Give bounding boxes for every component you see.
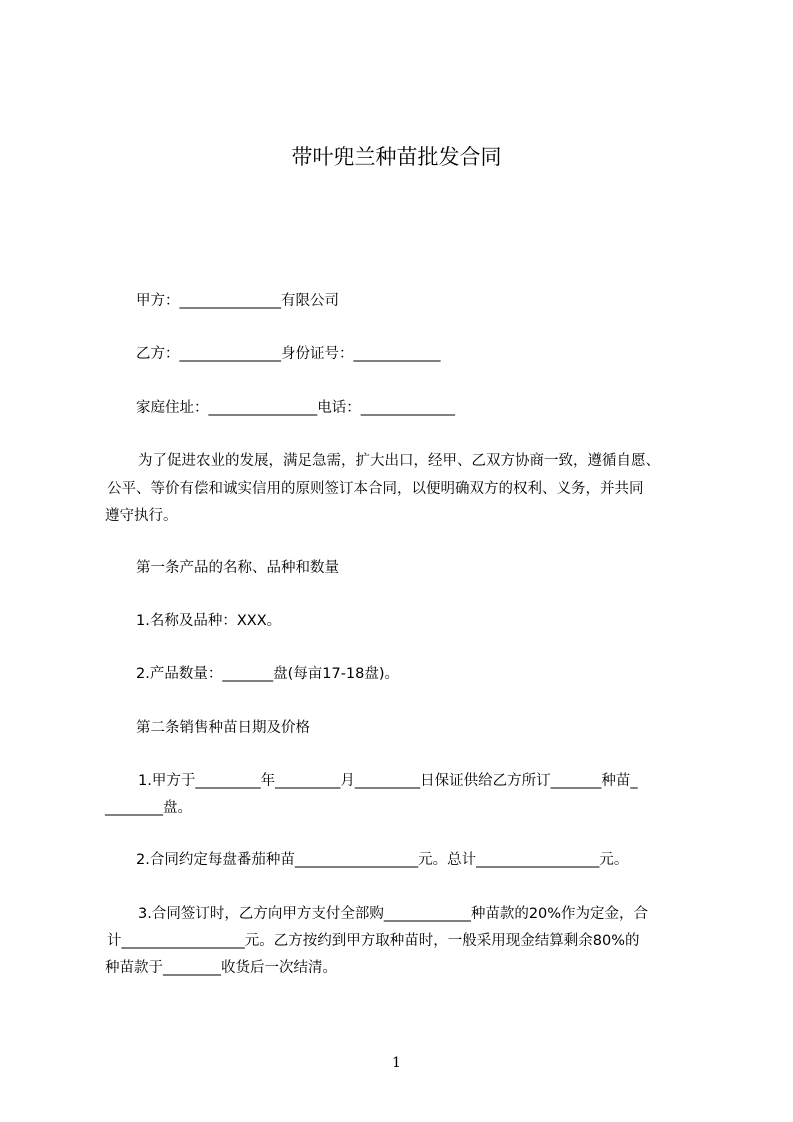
preamble-line-1: 为了促进农业的发展，满足急需，扩大出口，经甲、乙双方协商一致，遵循自愿、 xyxy=(138,453,660,469)
article-1-item-2: 2.产品数量：_______盘(每亩17-18盘)。 xyxy=(136,666,400,682)
document-title: 带叶兜兰种苗批发合同 xyxy=(291,145,502,169)
article-2-item-3-line-1: 3.合同签订时，乙方向甲方支付全部购____________种苗款的20%作为定金，合 xyxy=(138,906,649,922)
article-1-heading: 第一条产品的名称、品种和数量 xyxy=(136,560,339,576)
party-a-line: 甲方：______________有限公司 xyxy=(136,293,339,309)
article-2-item-1-line-1: 1.甲方于_________年_________月_________日保证供给乙方所订_______种苗_ xyxy=(138,773,638,789)
article-2-item-1-line-2: ________盘。 xyxy=(105,800,192,816)
preamble-line-3: 遵守执行。 xyxy=(105,508,178,524)
preamble-line-2: 公平、等价有偿和诚实信用的原则签订本合同，以便明确双方的权利、义务，并共同 xyxy=(107,481,644,497)
address-line: 家庭住址：_______________电话：_____________ xyxy=(136,400,455,416)
article-2-heading: 第二条销售种苗日期及价格 xyxy=(136,720,310,736)
article-2-item-2: 2.合同约定每盘番茄种苗_________________元。总计_________________元。 xyxy=(136,852,629,868)
article-1-item-1: 1.名称及品种：XXX。 xyxy=(136,613,282,629)
party-b-line: 乙方：______________身份证号：____________ xyxy=(136,346,441,362)
article-2-item-3-line-3: 种苗款于________收货后一次结清。 xyxy=(105,960,337,976)
article-2-item-3-line-2: 计_________________元。乙方按约到甲方取种苗时，一般采用现金结算剩余80%的 xyxy=(107,933,640,949)
page-number: 1 xyxy=(392,1055,401,1071)
